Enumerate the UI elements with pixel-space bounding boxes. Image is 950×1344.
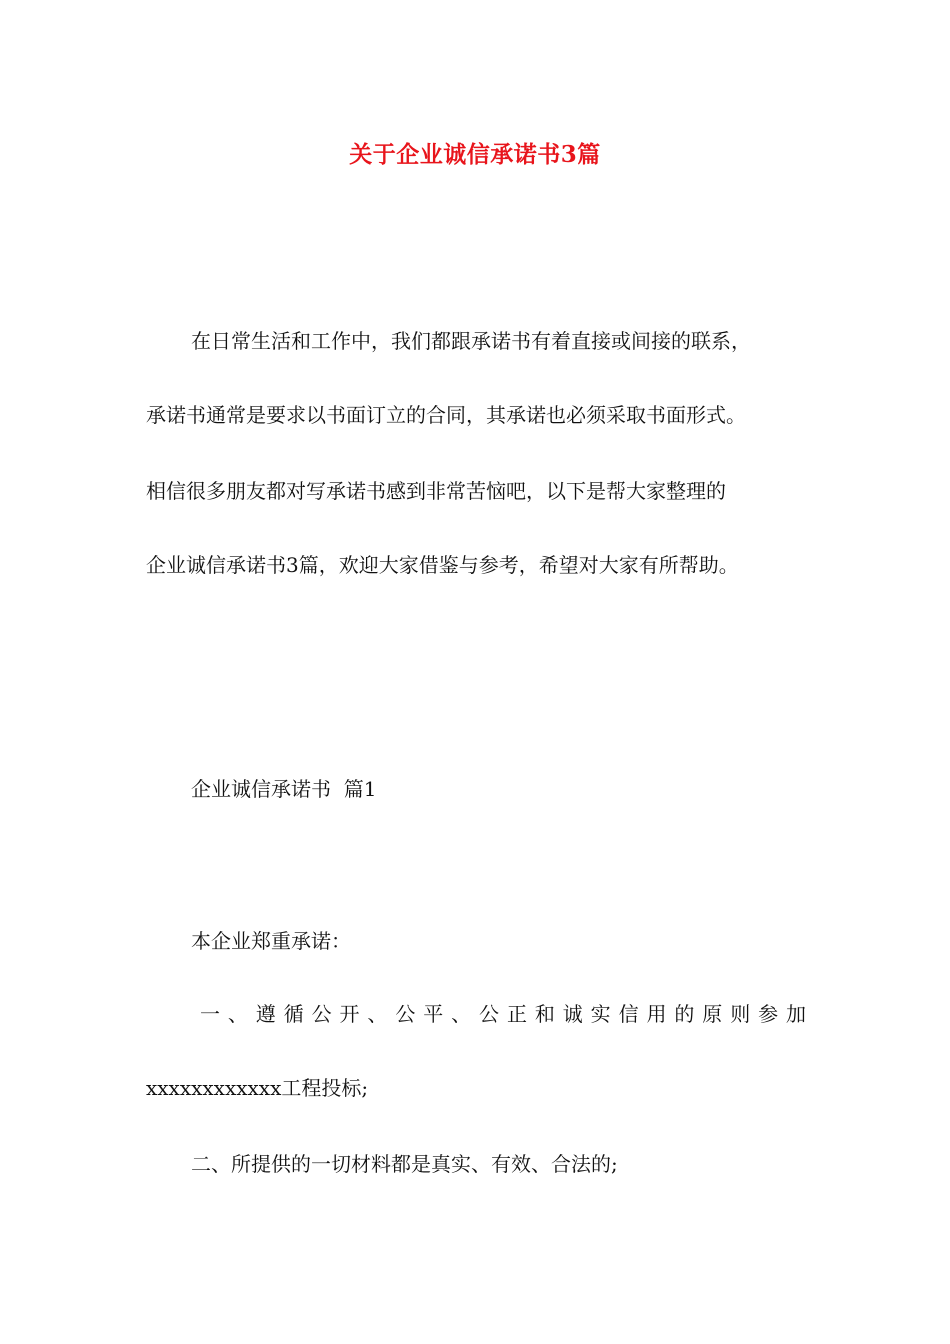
intro-line-3: 相信很多朋友都对写承诺书感到非常苦恼吧，以下是帮大家整理的 [146, 479, 726, 503]
section-heading: 企业诚信承诺书 篇1 [191, 777, 377, 801]
document-title: 关于企业诚信承诺书3篇 [349, 141, 601, 168]
pledge-lead: 本企业郑重承诺： [191, 929, 351, 953]
intro-line-4: 企业诚信承诺书3篇，欢迎大家借鉴与参考，希望对大家有所帮助。 [146, 553, 739, 577]
pledge-item-2: 二、所提供的一切材料都是真实、有效、合法的; [191, 1152, 618, 1176]
intro-line-2: 承诺书通常是要求以书面订立的合同，其承诺也必须采取书面形式。 [146, 403, 746, 427]
pledge-item-1-line-1: 一、遵循公开、公平、公正和诚实信用的原则参加 [200, 1002, 806, 1026]
pledge-item-1-line-2: xxxxxxxxxxxx工程投标; [146, 1076, 369, 1100]
intro-line-1: 在日常生活和工作中，我们都跟承诺书有着直接或间接的联系， [191, 329, 751, 353]
